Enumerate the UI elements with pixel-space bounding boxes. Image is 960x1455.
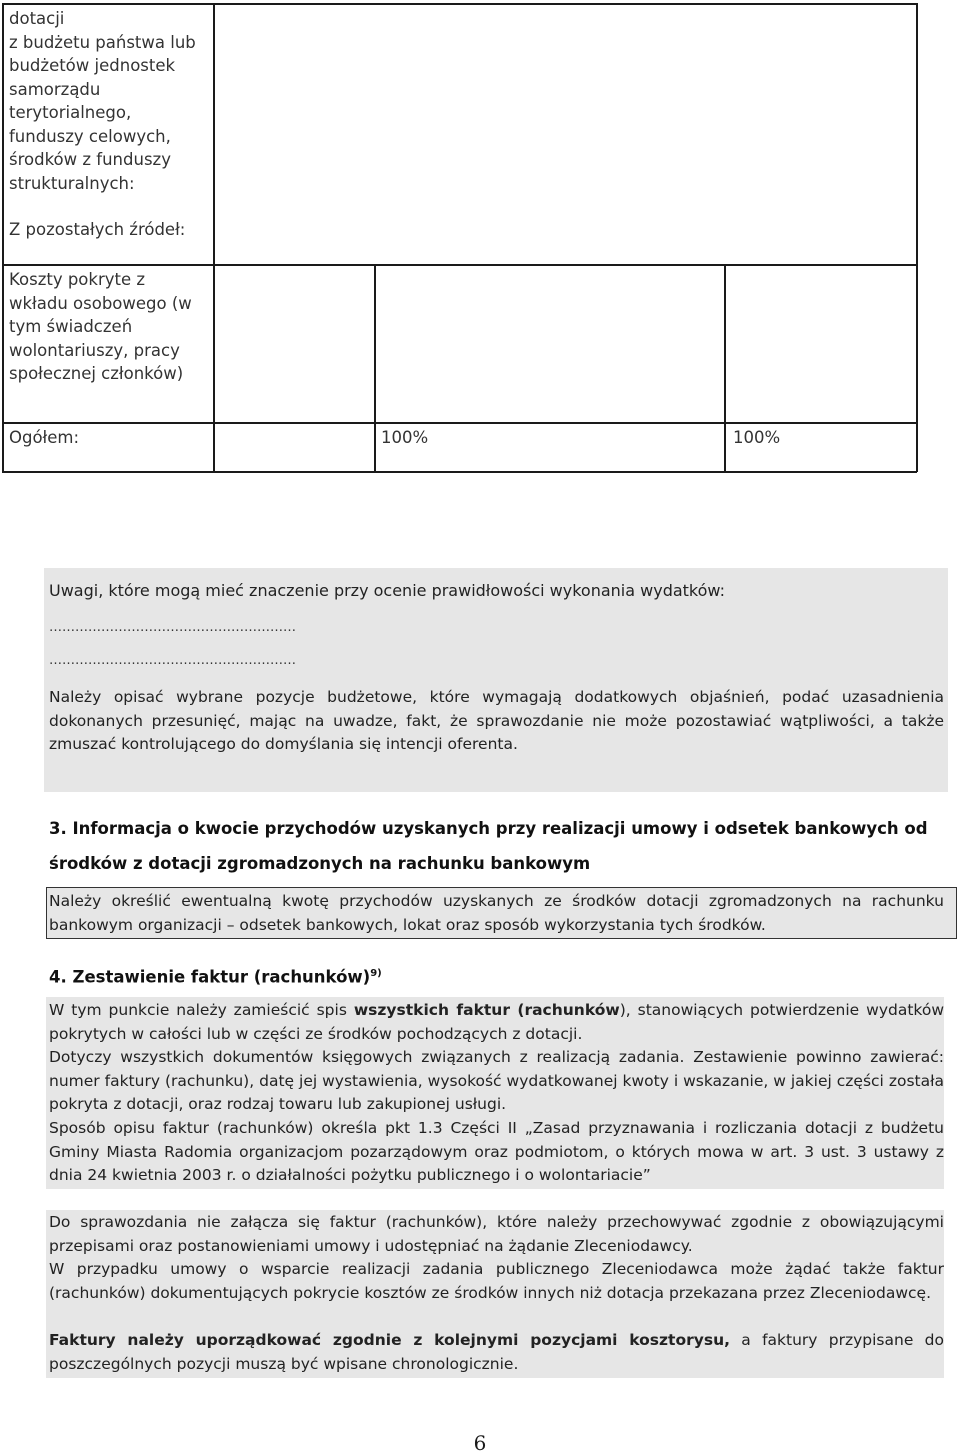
table-col-divider-3 [724, 264, 726, 472]
row-label-pozostale: Z pozostałych źródeł: [9, 220, 186, 239]
section4-p4: Do sprawozdania nie załącza się faktur (rachunków), które należy przechowywać zgodnie z obowiązującymi przepisami oraz postanowieniami umowy i udostępniać na żądanie Zleceniodawcy. [49, 1213, 944, 1255]
table-border-bottom [2, 471, 917, 473]
table-row-divider-1 [2, 264, 917, 266]
section3-heading-line2: środków z dotacji zgromadzonych na rachunku bankowym [49, 854, 591, 873]
table-border-left [2, 3, 4, 472]
remarks-label: Uwagi, które mogą mieć znaczenie przy ocenie prawidłowości wykonania wydatków: [49, 581, 726, 600]
table-border-top [2, 3, 917, 5]
remarks-note: Należy opisać wybrane pozycje budżetowe, które wymagają dodatkowych objaśnień, podać uzasadnienia dokonanych przesunięć, mając na uwadze, fakt, że sprawozdanie nie może pozostawiać wątpliwości, a także zmuszać kontrolującego do domyślania się intencji oferenta. [49, 688, 944, 753]
total-label: Ogółem: [9, 428, 80, 447]
section4-p3: Sposób opisu faktur (rachunków) określa pkt 1.3 Części II „Zasad przyznawania i rozliczania dotacji z budżetu Gminy Miasta Radomia organizacjom pozarządowym oraz podmiotom, o których mowa w art. 3 ust. 3 ustawy z dnia 24 kwietnia 2003 r. o działalności pożytku publicznego i o wolontariacie” [49, 1119, 944, 1184]
section4-p1-pre: W tym punkcie należy zamieścić spis [49, 1001, 354, 1019]
footnote-ref: 9) [370, 968, 382, 979]
section4-p1-bold: wszystkich faktur (rachunków [353, 1001, 620, 1019]
section4-p2: Dotyczy wszystkich dokumentów księgowych związanych z realizacją zadania. Zestawienie powinno zawierać: numer faktury (rachunku), datę jej wystawienia, wysokość wydatkowanej kwoty i wskazanie, w jakiej części została pokryta z dotacji, oraz rodzaj towaru lub zakupionej usługi. [49, 1048, 944, 1113]
row-label-dotacji: dotacji z budżetu państwa lub budżetów jednostek samorządu terytorialnego, funduszy celowych, środków z funduszy strukturalnych: [9, 9, 196, 193]
row-label-wklad-osobowy: Koszty pokryte z wkładu osobowego (w tym świadczeń wolontariuszy, pracy społecznej członków) [9, 270, 192, 383]
section4-p6-bold: Faktury należy uporządkować zgodnie z kolejnymi pozycjami kosztorysu, [49, 1331, 730, 1349]
section4-p6 [49, 1329, 944, 1376]
section4-p5: W przypadku umowy o wsparcie realizacji zadania publicznego Zleceniodawca może żądać także faktur (rachunków) dokumentujących pokrycie kosztów ze środków innych niż dotacja przekazana przez Zleceniodawcę. [49, 1260, 944, 1302]
table-border-right [916, 3, 918, 472]
table-col-divider-2 [374, 264, 376, 472]
section4-p6-post: a faktury przypisane do poszczególnych pozycji muszą być wpisane chronologicznie. [49, 1331, 944, 1373]
table-row-divider-2 [2, 422, 917, 424]
total-col2-value: 100% [733, 428, 781, 447]
page-number: 6 [473, 1431, 487, 1455]
remarks-dots-1: ………………………………………………… [49, 620, 296, 635]
total-col1-value: 100% [381, 428, 429, 447]
table-col-divider-1 [213, 3, 215, 472]
section4-p1 [49, 999, 944, 1046]
section4-heading [49, 956, 382, 996]
section4-p1-post: ), stanowiących potwierdzenie wydatków pokrytych w całości lub w części ze środków pochodzących z dotacji. [49, 1001, 944, 1043]
section3-note: Należy określić ewentualną kwotę przychodów uzyskanych ze środków dotacji zgromadzonych na rachunku bankowym organizacji – odsetek bankowych, lokat oraz sposób wykorzystania tych środków. [49, 892, 944, 934]
section4-heading-text: 4. Zestawienie faktur (rachunków) [49, 967, 371, 987]
remarks-dots-2: ………………………………………………… [49, 653, 296, 668]
section3-heading-line1: 3. Informacja o kwocie przychodów uzyskanych przy realizacji umowy i odsetek bankowych od [49, 819, 928, 838]
